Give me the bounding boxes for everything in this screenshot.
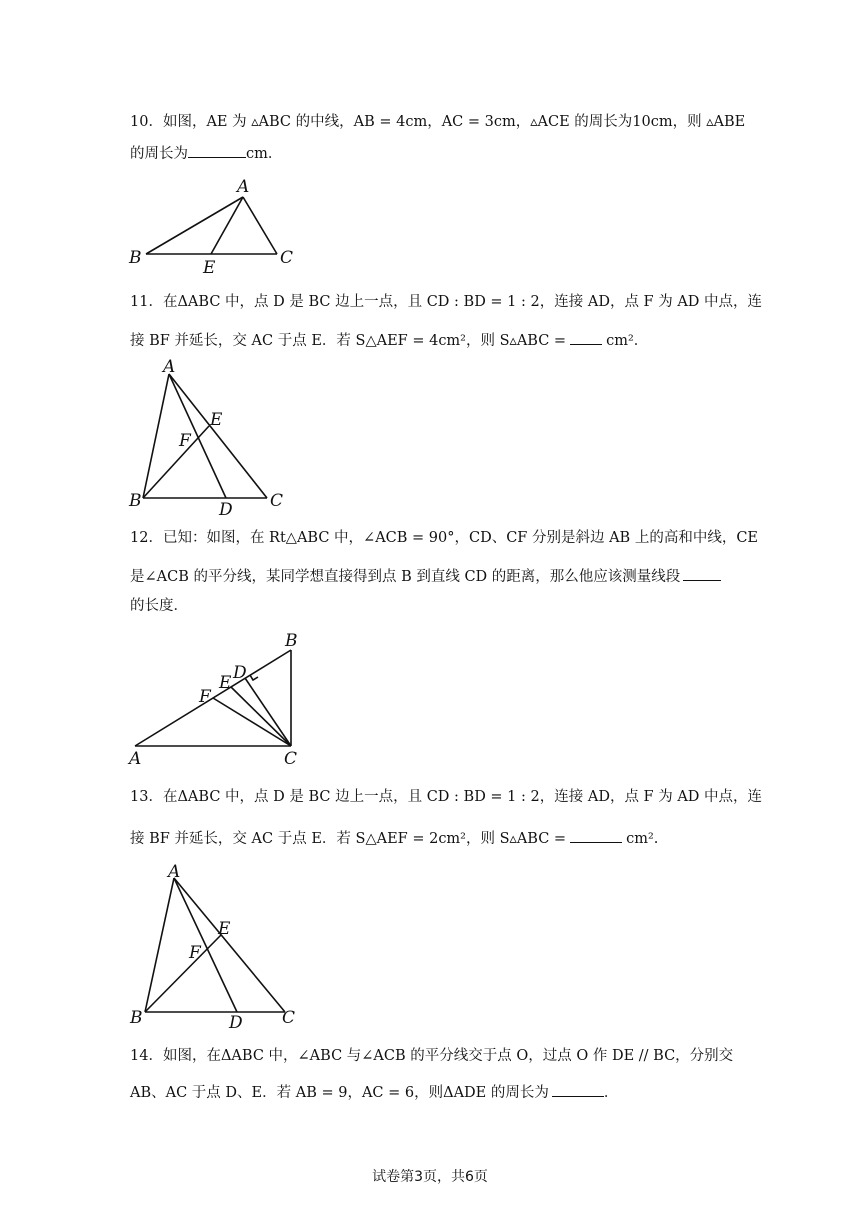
label-c: C — [284, 749, 298, 769]
q11-line-2: 接 BF 并延长，交 AC 于点 E．若 S△AEF = 4cm²，则 S▵ABC = cm²． — [130, 330, 648, 351]
label-e: E — [203, 258, 216, 278]
label-c: C — [280, 248, 294, 268]
answer-blank — [570, 330, 602, 345]
q11-line-1: 11．在ΔABC 中，点 D 是 BC 边上一点，且 CD : BD = 1 : 2，连接 AD，点 F 为 AD 中点，连 — [130, 294, 763, 310]
figure-q11 — [125, 358, 290, 518]
label-d: D — [219, 500, 233, 520]
q13-line-1: 13．在ΔABC 中，点 D 是 BC 边上一点，且 CD : BD = 1 : 2，连接 AD，点 F 为 AD 中点，连 — [130, 789, 763, 805]
label-a: A — [129, 749, 142, 769]
q13-line-2: 接 BF 并延长，交 AC 于点 E．若 S△AEF = 2cm²，则 S▵ABC = cm². — [130, 828, 658, 849]
figure-q10 — [125, 175, 300, 278]
answer-blank — [188, 143, 246, 158]
q10-line-2: 的周长为 cm． — [130, 143, 282, 164]
label-d: D — [229, 1013, 243, 1033]
label-f: F — [179, 431, 191, 451]
figure-q13 — [125, 862, 300, 1032]
label-e: E — [219, 673, 232, 693]
q12-line-1: 12．已知：如图，在 Rt△ABC 中，∠ACB = 90°，CD、CF 分别是斜边 AB 上的高和中线，CE — [130, 530, 759, 546]
label-e: E — [218, 919, 231, 939]
label-a: A — [237, 177, 250, 197]
label-d: D — [233, 663, 247, 683]
label-c: C — [270, 491, 284, 511]
label-f: F — [189, 943, 201, 963]
answer-blank — [570, 828, 622, 843]
label-b: B — [129, 248, 142, 268]
answer-blank — [552, 1082, 604, 1097]
q12-line-2: 是∠ACB 的平分线，某同学想直接得到点 B 到直线 CD 的距离，那么他应该测量线段 — [130, 566, 721, 587]
q14-line-1: 14．如图，在ΔABC 中，∠ABC 与∠ACB 的平分线交于点 O，过点 O 作 DE // BC，分别交 — [130, 1048, 734, 1064]
label-a: A — [168, 862, 181, 882]
label-b: B — [285, 631, 298, 651]
label-e: E — [210, 410, 223, 430]
answer-blank — [683, 566, 721, 581]
label-b: B — [130, 1008, 143, 1028]
label-c: C — [282, 1008, 296, 1028]
q10-line-1: 10．如图，AE 为 ▵ABC 的中线，AB = 4cm，AC = 3cm，▵ACE 的周长为10cm，则 ▵ABE — [130, 114, 746, 130]
q14-line-2: AB、AC 于点 D、E．若 AB = 9，AC = 6，则ΔADE 的周长为 ． — [130, 1082, 618, 1103]
figure-q12 — [125, 628, 315, 768]
label-b: B — [129, 491, 142, 511]
q12-line-3: 的长度． — [130, 598, 188, 614]
page-footer: 试卷第3页，共6页 — [372, 1169, 488, 1185]
label-f: F — [199, 687, 211, 707]
label-a: A — [163, 357, 176, 377]
